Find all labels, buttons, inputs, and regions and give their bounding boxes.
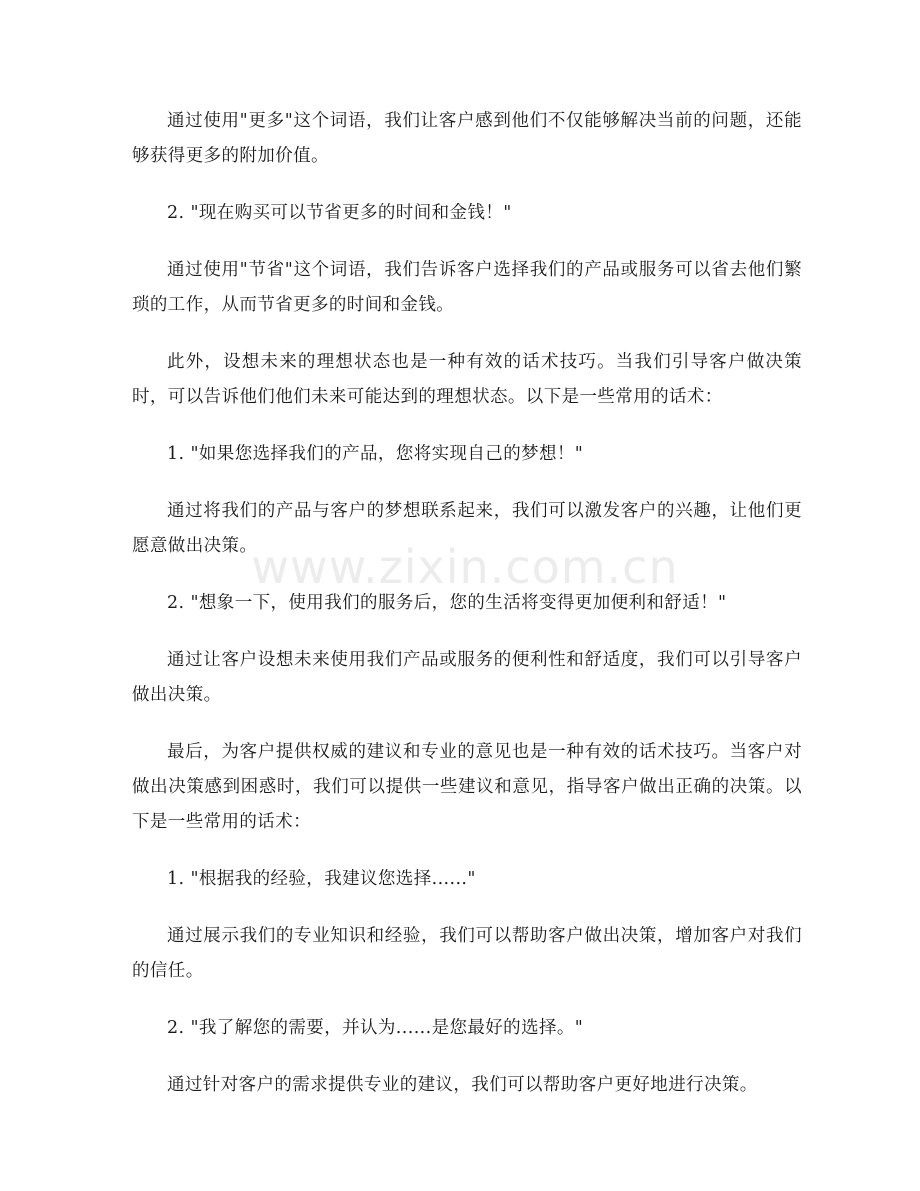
list-item: 2. "想象一下，使用我们的服务后，您的生活将变得更加便利和舒适！" <box>167 593 727 613</box>
list-item: 2. "我了解您的需要，并认为......是您最好的选择。" <box>167 1018 584 1038</box>
paragraph: 通过使用"节省"这个词语，我们告诉客户选择我们的产品或服务可以省去他们繁琐的工作，从而节省更多的时间和金钱。 <box>132 260 802 315</box>
document-body <box>132 104 802 1125</box>
paragraph: 通过针对客户的需求提供专业的建议，我们可以帮助客户更好地进行决策。 <box>167 1075 758 1095</box>
list-item: 1. "根据我的经验，我建议您选择......" <box>167 869 476 889</box>
paragraph: 通过将我们的产品与客户的梦想联系起来，我们可以激发客户的兴趣，让他们更愿意做出决策。 <box>132 501 802 556</box>
paragraph: 最后，为客户提供权威的建议和专业的意见也是一种有效的话术技巧。当客户对做出决策感到困惑时，我们可以提供一些建议和意见，指导客户做出正确的决策。以下是一些常用的话术： <box>132 742 802 832</box>
list-item: 2. "现在购买可以节省更多的时间和金钱！" <box>167 203 512 223</box>
list-item: 1. "如果您选择我们的产品，您将实现自己的梦想！" <box>167 444 584 464</box>
watermark: www.zixin.com.cn <box>251 540 679 594</box>
paragraph: 此外，设想未来的理想状态也是一种有效的话术技巧。当我们引导客户做决策时，可以告诉他们他们未来可能达到的理想状态。以下是一些常用的话术： <box>132 352 802 407</box>
paragraph: 通过让客户设想未来使用我们产品或服务的便利性和舒适度，我们可以引导客户做出决策。 <box>132 650 802 705</box>
paragraph: 通过使用"更多"这个词语，我们让客户感到他们不仅能够解决当前的问题，还能够获得更多的附加价值。 <box>132 111 802 166</box>
paragraph: 通过展示我们的专业知识和经验，我们可以帮助客户做出决策，增加客户对我们的信任。 <box>132 926 802 981</box>
